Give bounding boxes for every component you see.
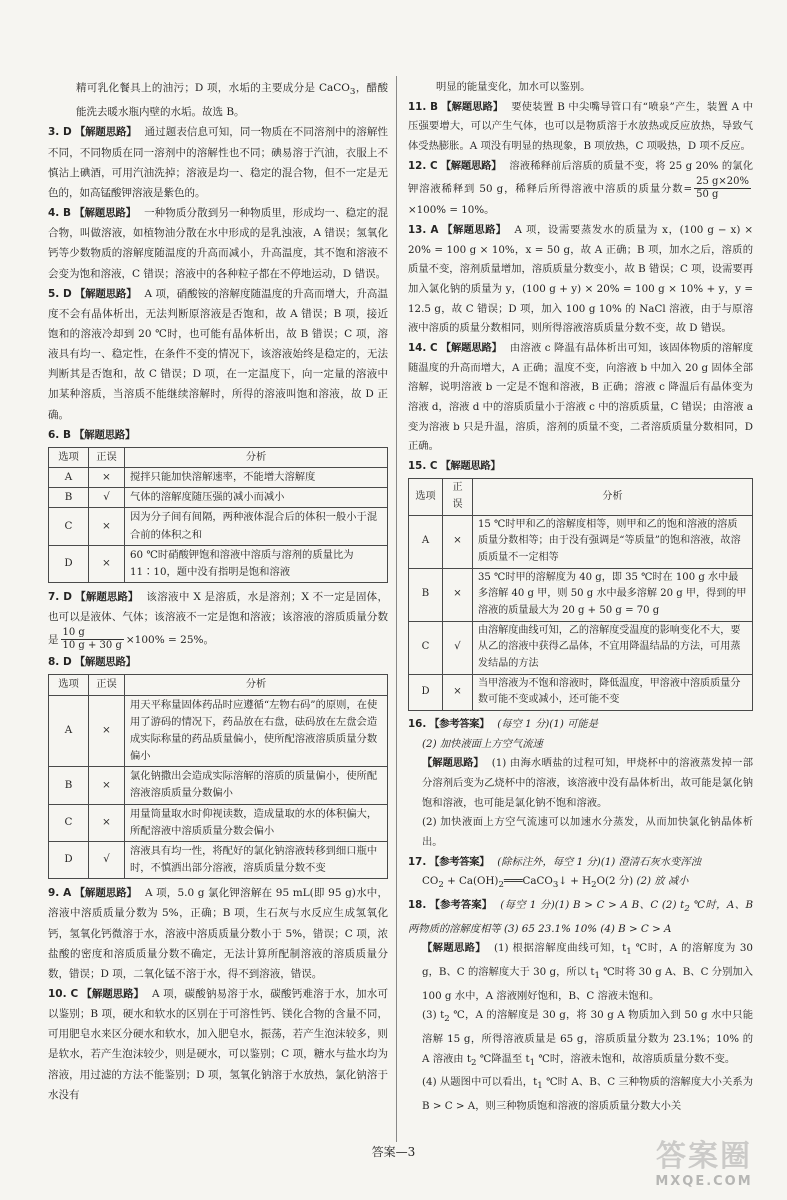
table-header-cell: 选项 bbox=[409, 479, 443, 515]
answer-item bbox=[408, 221, 753, 339]
section-tag: 【解题思路】 bbox=[440, 459, 501, 472]
answer-item bbox=[48, 203, 388, 284]
verdict-cell: × bbox=[89, 508, 125, 545]
question-number: 13. A bbox=[408, 223, 439, 236]
section-tag: 【解题思路】 bbox=[440, 159, 502, 172]
answer-text: (1) 根据溶解度曲线可知，$t_1$ ℃时，A 的溶解度为 30 g，B、C 的溶解度大于 30 g，所以 $t_1$ ℃时将 30 g A、B、C 分别加入 100 g 水中，A 溶液刚好饱和，B、C 溶液未饱和。 bbox=[422, 942, 753, 1002]
page-footer: 答案—3 bbox=[371, 1145, 416, 1159]
section-tag: 【解题思路】 bbox=[74, 591, 139, 603]
table-header-row bbox=[49, 447, 388, 467]
continuation-text: 精可乳化餐具上的油污；D 项，水垢的主要成分是 CaCO$_3$，醋酸能洗去暖水瓶内壁的水垢。故选 B。 bbox=[76, 82, 389, 119]
section-tag: 【解题思路】 bbox=[74, 207, 137, 220]
option-cell: B bbox=[49, 767, 89, 804]
option-cell: A bbox=[409, 515, 443, 568]
continuation-text: 明显的能量变化，加水可以鉴别。 bbox=[436, 81, 591, 93]
analysis-table bbox=[48, 447, 388, 583]
table-header-cell: 选项 bbox=[49, 675, 89, 695]
verdict-cell: × bbox=[89, 804, 125, 841]
section-tag: 【解题思路】 bbox=[74, 887, 137, 900]
option-cell: B bbox=[49, 488, 89, 508]
section-tag: 【解题思路】 bbox=[441, 223, 507, 236]
right-column bbox=[408, 78, 753, 1117]
analysis-cell: 因为分子间有间隔，两种液体混合后的体积一般小于混合前的体积之和 bbox=[125, 508, 388, 545]
question-number: 15. C bbox=[408, 459, 438, 472]
verdict-cell: × bbox=[89, 468, 125, 488]
verdict-cell: × bbox=[443, 568, 473, 621]
analysis-cell: 60 ℃时硝酸钾饱和溶液中溶质与溶剂的质量比为 11∶10，题中没有指明是饱和溶液 bbox=[125, 545, 388, 582]
answer-text: A 项，设需要蒸发水的质量为 x，(100 g − x) × 20% = 100 g × 10%，x = 50 g，故 A 正确；B 项，加水之后，溶质的质量不变，溶剂质量增加，溶质质量分数变小，故 B 错误；C 项，设需要再加入氯化钠的质量为 y，(100 g + y) × 20% = 100 g × 10% + y，y = 12.5 g，故 C 错误；D 项，加入 100 g 10% 的 NaCl 溶液，由于与原溶液中溶质的质量分数相同，则所得溶液溶质质量分数不变，故 D 错误。 bbox=[408, 223, 753, 335]
table-header-cell: 正误 bbox=[89, 675, 125, 695]
question-number: 7. D bbox=[48, 591, 72, 603]
answer-item bbox=[408, 157, 753, 221]
answer-text: 该溶液中 X 是溶质，水是溶剂；X 不一定是固体，也可以是液体、气体；该溶液不一定是饱和溶液；该溶液的溶质质量分数是 $\frac{10 g}{10 g + 30 g}$ ×100% = 25%。 bbox=[48, 591, 388, 652]
watermark-url: MXQE.COM bbox=[655, 1174, 753, 1189]
section-tag: 【解题思路】 bbox=[74, 656, 136, 669]
section-tag: 【解题思路】 bbox=[422, 942, 486, 955]
option-cell: A bbox=[49, 695, 89, 767]
answer-text: A 项，硝酸铵的溶解度随温度的升高而增大，升高温度不会有晶体析出，无法判断原溶液是否饱和，故 A 错误；B 项，接近饱和的溶液冷却到 20 ℃时，也可能有晶体析出，故 B 错误；C 项，溶液具有均一、稳定性，在条件不变的情况下，该溶液始终是稳定的，无法判断其是否饱和，故 C 错误；D 项，在一定温度下，向一定量的溶液中加某种溶质，当溶质不能继续溶解时，所得的溶液叫饱和溶液，故 D 正确。 bbox=[48, 287, 389, 421]
question-number: 17. bbox=[408, 855, 427, 868]
section-tag: 【参考答案】 bbox=[429, 855, 490, 868]
option-cell: C bbox=[49, 804, 89, 841]
answer-item bbox=[408, 896, 753, 939]
section-tag: 【解题思路】 bbox=[73, 428, 136, 441]
table-header-cell: 正误 bbox=[89, 447, 125, 467]
section-tag: 【解题思路】 bbox=[441, 100, 504, 113]
answer-text: (每空 1 分)(1) B > C > A B、C (2) $t_2$ ℃时，A、B 两物质的溶解度相等 (3) 65 23.1% 10% (4) B > C > A bbox=[408, 898, 754, 935]
table-header-row bbox=[409, 479, 753, 515]
option-cell: B bbox=[409, 568, 443, 621]
answer-item bbox=[408, 939, 753, 1006]
answer-text: (1) 由海水晒盐的过程可知，甲烧杯中的溶液蒸发掉一部分溶剂后变为乙烧杯中的溶液，该溶液中没有晶体析出，故可能是氯化钠饱和溶液，也可能是氯化钠不饱和溶液。 bbox=[422, 757, 754, 809]
answer-text: 通过题表信息可知，同一物质在不同溶剂中的溶解性不同，不同物质在同一溶剂中的溶解性也不同；碘易溶于汽油，衣服上不慎沾上碘酒，可用汽油洗掉；溶液是均一、稳定的混合物，但不一定是无色的，如高锰酸钾溶液是紫色的。 bbox=[48, 126, 389, 199]
section-tag: 【解题思路】 bbox=[74, 126, 137, 139]
question-number: 12. C bbox=[408, 159, 438, 172]
analysis-cell: 当甲溶液为不饱和溶液时，降低温度，甲溶液中溶质质量分数可能不变或减小，还可能不变 bbox=[473, 674, 753, 710]
table-row bbox=[49, 695, 388, 767]
answer-text: 一种物质分散到另一种物质里，形成均一、稳定的混合物，叫做溶液，如植物油分散在水中形成的是乳浊液，A 错误；氢氧化钙等少数物质的溶解度随温度的升高而减小，升高温度，其不饱和溶液不会变为饱和溶液，C 错误；溶液中的各种粒子都在不停地运动，D 错误。 bbox=[48, 207, 389, 280]
analysis-cell: 用量筒量取水时仰视读数，造成量取的水的体积偏大，所配溶液中溶质质量分数会偏小 bbox=[125, 804, 388, 841]
answer-item bbox=[48, 284, 388, 425]
option-cell: D bbox=[409, 674, 443, 710]
answer-text: A 项，碳酸钠易溶于水，碳酸钙难溶于水，加水可以鉴别；B 项，硬水和软水的区别在于可溶性钙、镁化合物的含量不同，可用肥皂水来区分硬水和软水，加入肥皂水，振荡，若产生泡沫较多，则是软水，若产生泡沫较少，则是硬水，可以鉴别；C 项，糖水与盐水均为溶液，用过滤的方法不能鉴别；D 项，氢氧化钠溶于水放热，氯化钠溶于水没有 bbox=[48, 987, 388, 1101]
table-row bbox=[49, 767, 388, 804]
answer-text: (每空 1 分)(1) 可能是 bbox=[497, 718, 599, 730]
verdict-cell: × bbox=[89, 767, 125, 804]
question-number: 4. B bbox=[48, 207, 72, 220]
table-row bbox=[409, 621, 753, 674]
answer-item bbox=[408, 754, 753, 813]
question-number: 14. C bbox=[408, 341, 438, 354]
watermark-logo bbox=[640, 1140, 768, 1190]
table-header-cell: 正误 bbox=[443, 479, 473, 515]
question-number: 11. B bbox=[408, 100, 438, 113]
question-number: 18. bbox=[408, 898, 427, 911]
section-tag: 【解题思路】 bbox=[81, 987, 144, 1000]
verdict-cell: × bbox=[443, 674, 473, 710]
section-tag: 【参考答案】 bbox=[429, 898, 493, 911]
answer-item bbox=[408, 98, 753, 157]
continuation-text: (2) 加快液面上方空气流速 bbox=[422, 737, 543, 750]
verdict-cell: √ bbox=[89, 488, 125, 508]
table-row bbox=[49, 804, 388, 841]
option-cell: D bbox=[49, 545, 89, 582]
table-row bbox=[49, 488, 388, 508]
option-cell: A bbox=[49, 468, 89, 488]
section-tag: 【解题思路】 bbox=[422, 757, 484, 770]
answer-text: A 项，5.0 g 氯化钾溶解在 95 mL(即 95 g)水中，溶液中溶质质量分数为 5%，正确；B 项，生石灰与水反应生成氢氧化钙，氢氧化钙微溶于水，溶液中溶质质量分数小于 5%，错误；C 项，浓盐酸的密度和溶质质量分数不确定，无法计算所配制溶液的溶质质量分数，错误；D 项，二氧化锰不溶于水，得不到溶液，错误。 bbox=[48, 887, 389, 980]
continuation-text: (4) 从题图中可以看出，$t_1$ ℃时 A、B、C 三种物质的溶解度大小关系为 B > C > A，则三种物质饱和溶液的溶质质量分数大小关 bbox=[422, 1076, 753, 1113]
answer-item bbox=[48, 587, 388, 652]
table-row bbox=[409, 568, 753, 621]
table-header-cell: 分析 bbox=[473, 479, 753, 515]
analysis-cell: 由溶解度曲线可知，乙的溶解度受温度的影响变化不大，要从乙的溶液中获得乙晶体，不宜用降温结晶的方法，可用蒸发结晶的方法 bbox=[473, 621, 753, 674]
option-cell: D bbox=[49, 841, 89, 878]
answer-text: 由溶液 c 降温有晶体析出可知，该固体物质的溶解度随温度的升高而增大，A 正确；温度不变，向溶液 b 中加入 20 g 固体全部溶解，说明溶液 b 一定是不饱和溶液，B 正确；溶液 c 降温后有晶体变为溶液 d，溶液 d 中的溶质质量小于溶液 c 中的溶质质量，C 错误；由溶液 a 变为溶液 b 只是升温，溶质，溶剂的质量不变，二者溶质质量分数相同，D 正确。 bbox=[408, 341, 754, 453]
verdict-cell: × bbox=[443, 515, 473, 568]
column-divider bbox=[396, 76, 397, 1142]
answer-item bbox=[408, 457, 753, 477]
table-header-cell: 分析 bbox=[125, 675, 388, 695]
table-header-cell: 选项 bbox=[49, 447, 89, 467]
verdict-cell: √ bbox=[89, 841, 125, 878]
answer-item bbox=[408, 715, 753, 735]
continuation-text: (2) 加快液面上方空气流速可以加速水分蒸发，从而加快氯化钠晶体析出。 bbox=[422, 816, 753, 848]
analysis-table bbox=[48, 674, 388, 879]
verdict-cell: × bbox=[89, 545, 125, 582]
analysis-table bbox=[408, 478, 753, 711]
table-header-row bbox=[49, 675, 388, 695]
answer-item bbox=[48, 984, 388, 1105]
question-number: 6. B bbox=[48, 428, 71, 441]
question-number: 9. A bbox=[48, 887, 72, 900]
answer-item bbox=[48, 122, 388, 203]
continuation-text: (3) $t_2$ ℃，A 的溶解度是 30 g，将 30 g A 物质加入到 50 g 水中只能溶解 15 g，所得溶液质量是 65 g，溶质质量分数为 23.1%；10% 的 A 溶液由 $t_2$ ℃降温至 $t_1$ ℃时，溶液未饱和，故溶质质量分数不变。 bbox=[422, 1009, 753, 1068]
question-number: 10. C bbox=[48, 987, 79, 1000]
analysis-cell: 15 ℃时甲和乙的溶解度相等，则甲和乙的饱和溶液的溶质质量分数相等；由于没有强调是“等质量”的饱和溶液，故溶质质量不一定相等 bbox=[473, 515, 753, 568]
analysis-cell: 搅拌只能加快溶解速率，不能增大溶解度 bbox=[125, 468, 388, 488]
table-row bbox=[49, 841, 388, 878]
verdict-cell: × bbox=[89, 695, 125, 767]
option-cell: C bbox=[409, 621, 443, 674]
table-row bbox=[49, 508, 388, 545]
answer-item bbox=[408, 339, 753, 457]
table-row bbox=[49, 545, 388, 582]
answer-item bbox=[408, 853, 753, 873]
table-row bbox=[409, 674, 753, 710]
analysis-cell: 气体的溶解度随压强的减小而减小 bbox=[125, 488, 388, 508]
section-tag: 【解题思路】 bbox=[440, 341, 502, 354]
answer-text: 溶液稀释前后溶质的质量不变，将 25 g 20% 的氯化钾溶液稀释到 50 g，稀释后所得溶液中溶质的质量分数= $\frac{25 g\times 20\%}{50 g}$ ×100% = 10%。 bbox=[408, 159, 754, 217]
answer-text: 要使装置 B 中尖嘴导管口有“喷泉”产生，装置 A 中压强要增大，可以产生气体，也可以是物质溶于水放热或反应放热，导致气体受热膨胀。A 项没有明显的热现象，B 项放热，C 项吸热，D 项不反应。 bbox=[408, 100, 753, 152]
option-cell: C bbox=[49, 508, 89, 545]
analysis-cell: 溶液具有均一性，将配好的氯化钠溶液转移到细口瓶中时，不慎洒出部分溶液，溶质质量分数不变 bbox=[125, 841, 388, 878]
analysis-cell: 氯化钠撒出会造成实际溶解的溶质的质量偏小，使所配溶液溶质质量分数偏小 bbox=[125, 767, 388, 804]
table-row bbox=[49, 468, 388, 488]
table-header-cell: 分析 bbox=[125, 447, 388, 467]
table-row bbox=[409, 515, 753, 568]
answer-item bbox=[48, 883, 388, 984]
watermark-mark: 答案圈 bbox=[656, 1139, 752, 1174]
section-tag: 【解题思路】 bbox=[74, 287, 137, 300]
answer-item bbox=[48, 652, 388, 672]
question-number: 16. bbox=[408, 718, 427, 730]
answer-item bbox=[48, 425, 388, 445]
section-tag: 【参考答案】 bbox=[429, 718, 490, 730]
left-column bbox=[48, 78, 388, 1105]
question-number: 8. D bbox=[48, 656, 72, 669]
verdict-cell: √ bbox=[443, 621, 473, 674]
continuation-text: $CO_2$ + $Ca(OH)_2═══CaCO_3↓ + H_2O(2$ 分) (2) 放 减小 bbox=[422, 875, 689, 891]
analysis-cell: 35 ℃时甲的溶解度为 40 g，即 35 ℃时在 100 g 水中最多溶解 40 g 甲，则 50 g 水中最多溶解 20 g 甲，得到的甲溶液的质量最大为 20 g + 50 g = 70 g bbox=[473, 568, 753, 621]
question-number: 3. D bbox=[48, 126, 72, 139]
question-number: 5. D bbox=[48, 287, 72, 300]
answer-text: (除标注外，每空 1 分)(1) 澄清石灰水变浑浊 bbox=[497, 855, 701, 868]
analysis-cell: 用天平称量固体药品时应遵循“左物右码”的原则，在使用了游码的情况下，药品放在右盘，砝码放在左盘会造成实际称量的药品质量偏小，使所配溶液溶质质量分数偏小 bbox=[125, 695, 388, 767]
